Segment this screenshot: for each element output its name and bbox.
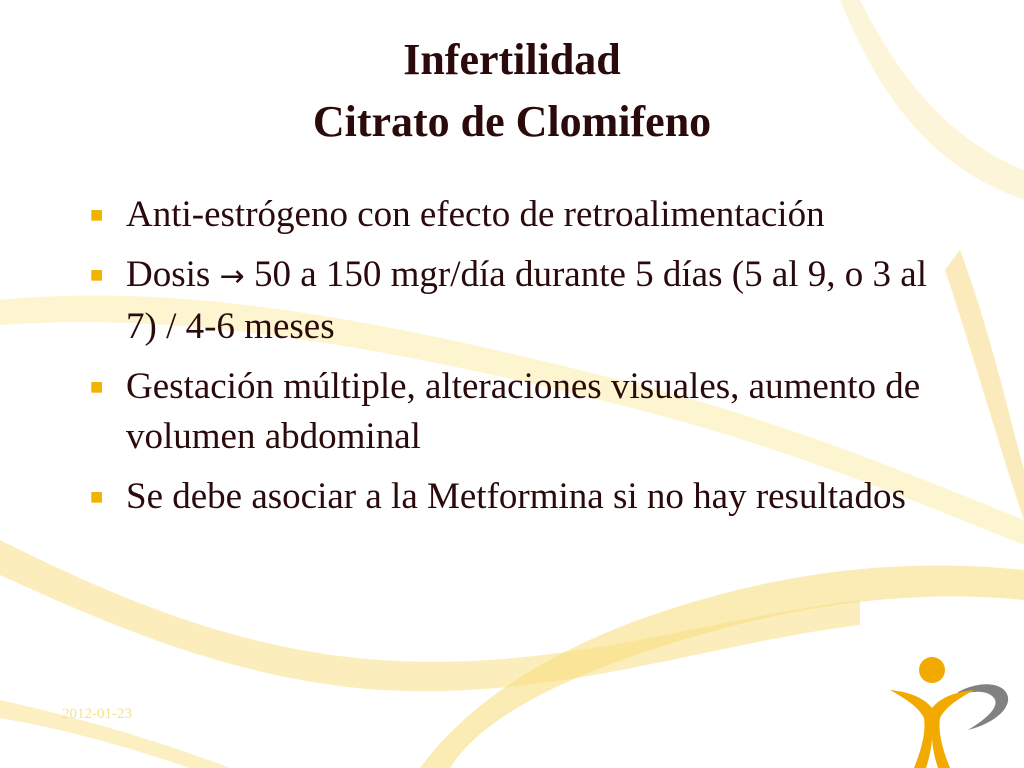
bullet-item-2 [82, 250, 942, 352]
bullet-item-3 [82, 362, 942, 462]
bullet-marker-icon: ■ [90, 484, 104, 509]
bullet-marker-icon: ■ [90, 202, 104, 227]
title-line-2: Citrato de Clomifeno [312, 97, 712, 146]
bullet-text-1: Anti-estrógeno con efecto de retroalimentación [126, 194, 825, 235]
bullet-marker-icon: ■ [90, 262, 104, 287]
title-line-1: Infertilidad [403, 35, 621, 84]
bullet-text-2-after-arrow: 50 a 150 mgr/día durante 5 días (5 al 9, o 3 al 7) / 4-6 meses [126, 254, 927, 347]
person-figure-logo-icon [880, 652, 1010, 768]
bullet-item-4 [82, 472, 942, 522]
bullet-item-1 [82, 190, 942, 240]
bullet-list [82, 190, 942, 532]
bullet-text-3: Gestación múltiple, alteraciones visuales, aumento de volumen abdominal [126, 366, 921, 457]
right-arrow-icon: → [219, 259, 245, 294]
bullet-marker-icon: ■ [90, 374, 104, 399]
bullet-text-4: Se debe asociar a la Metformina si no hay resultados [126, 476, 906, 517]
footer-date: 2012-01-23 [62, 706, 132, 722]
bullet-text-2-before-arrow: Dosis [126, 254, 220, 295]
